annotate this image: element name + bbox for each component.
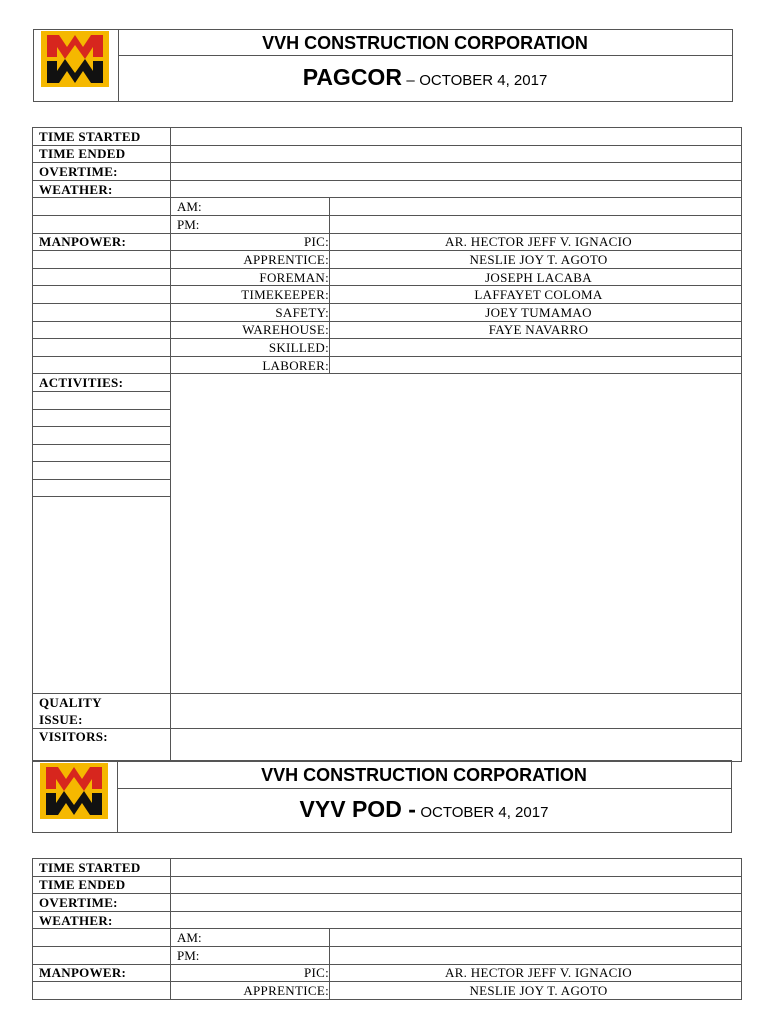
table-row [33, 982, 742, 1000]
logo-cell [33, 761, 118, 832]
activity-line[interactable] [33, 444, 171, 462]
activity-line[interactable] [33, 409, 171, 427]
safety-label: SAFETY: [171, 303, 330, 321]
time-ended-field[interactable] [171, 876, 742, 894]
table-row [33, 128, 742, 146]
project-title [117, 787, 731, 832]
table-row [33, 268, 742, 286]
table-row [33, 145, 742, 163]
visitors-field[interactable] [171, 729, 742, 762]
safety-value: JOEY TUMAMAO [330, 303, 742, 321]
project-name: VYV POD - [299, 796, 416, 822]
timekeeper-label: TIMEKEEPER: [171, 286, 330, 304]
table-row [33, 729, 742, 762]
am-field[interactable] [330, 929, 742, 947]
time-started-label: TIME STARTED [33, 859, 171, 877]
table-row [33, 894, 742, 912]
empty-cell [33, 303, 171, 321]
overtime-label: OVERTIME: [33, 163, 171, 181]
table-row [33, 964, 742, 982]
header-section-2 [32, 760, 732, 833]
table-row [33, 303, 742, 321]
pm-label: PM: [171, 946, 330, 964]
empty-cell [33, 356, 171, 374]
apprentice-label: APPRENTICE: [171, 982, 330, 1000]
table-row [33, 233, 742, 251]
weather-label: WEATHER: [33, 911, 171, 929]
table-row [33, 321, 742, 339]
apprentice-value: NESLIE JOY T. AGOTO [330, 982, 742, 1000]
pm-label: PM: [171, 215, 330, 233]
table-row [33, 859, 742, 877]
overtime-label: OVERTIME: [33, 894, 171, 912]
time-started-label: TIME STARTED [33, 128, 171, 146]
company-name: VVH CONSTRUCTION CORPORATION [117, 761, 731, 789]
am-field[interactable] [330, 198, 742, 216]
empty-cell [33, 286, 171, 304]
activity-line[interactable] [33, 391, 171, 409]
pic-label: PIC: [171, 233, 330, 251]
pm-field[interactable] [330, 946, 742, 964]
project-title [118, 54, 732, 101]
table-row [33, 911, 742, 929]
table-row [33, 215, 742, 233]
manpower-label: MANPOWER: [33, 233, 171, 251]
time-ended-label: TIME ENDED [33, 145, 171, 163]
quality-label-line2: ISSUE: [39, 712, 83, 728]
time-ended-label: TIME ENDED [33, 876, 171, 894]
empty-cell [33, 215, 171, 233]
activities-field[interactable] [171, 374, 742, 694]
empty-cell [33, 321, 171, 339]
manpower-label: MANPOWER: [33, 964, 171, 982]
project-name: PAGCOR [302, 64, 402, 90]
skilled-label: SKILLED: [171, 339, 330, 357]
pic-value: AR. HECTOR JEFF V. IGNACIO [330, 964, 742, 982]
activities-label: ACTIVITIES: [33, 374, 171, 392]
foreman-value: JOSEPH LACABA [330, 268, 742, 286]
empty-cell [33, 268, 171, 286]
weather-field[interactable] [171, 180, 742, 198]
am-label: AM: [171, 198, 330, 216]
company-logo-icon [41, 31, 109, 87]
quality-issue-field[interactable] [171, 694, 742, 729]
title-dash: – [406, 72, 415, 89]
empty-cell [33, 929, 171, 947]
quality-label-line1: QUALITY [39, 695, 102, 711]
time-started-field[interactable] [171, 128, 742, 146]
timekeeper-value: LAFFAYET COLOMA [330, 286, 742, 304]
header-section-1 [33, 29, 733, 102]
apprentice-value: NESLIE JOY T. AGOTO [330, 251, 742, 269]
overtime-field[interactable] [171, 894, 742, 912]
project-date: OCTOBER 4, 2017 [420, 804, 549, 821]
activity-line[interactable] [33, 479, 171, 497]
empty-cell [33, 946, 171, 964]
table-row [33, 694, 742, 729]
empty-cell [33, 198, 171, 216]
table-row [33, 946, 742, 964]
table-row [33, 198, 742, 216]
foreman-label: FOREMAN: [171, 268, 330, 286]
laborer-field[interactable] [330, 356, 742, 374]
weather-field[interactable] [171, 911, 742, 929]
pic-value: AR. HECTOR JEFF V. IGNACIO [330, 233, 742, 251]
skilled-field[interactable] [330, 339, 742, 357]
table-row [33, 163, 742, 181]
empty-cell [33, 982, 171, 1000]
table-row [33, 929, 742, 947]
time-started-field[interactable] [171, 859, 742, 877]
empty-cell [33, 251, 171, 269]
quality-issue-label [33, 694, 171, 729]
table-row [33, 374, 742, 392]
pic-label: PIC: [171, 964, 330, 982]
visitors-label: VISITORS: [33, 729, 171, 762]
time-ended-field[interactable] [171, 145, 742, 163]
table-row [33, 339, 742, 357]
logo-cell [34, 30, 119, 101]
table-row [33, 356, 742, 374]
apprentice-label: APPRENTICE: [171, 251, 330, 269]
daily-report-table-1 [32, 127, 742, 762]
company-logo-icon [40, 763, 108, 819]
activities-blank [33, 497, 171, 694]
table-row [33, 251, 742, 269]
project-date: OCTOBER 4, 2017 [419, 72, 548, 89]
laborer-label: LABORER: [171, 356, 330, 374]
weather-label: WEATHER: [33, 180, 171, 198]
overtime-field[interactable] [171, 163, 742, 181]
table-row [33, 180, 742, 198]
activity-line[interactable] [33, 462, 171, 480]
pm-field[interactable] [330, 215, 742, 233]
table-row [33, 286, 742, 304]
warehouse-value: FAYE NAVARRO [330, 321, 742, 339]
empty-cell [33, 339, 171, 357]
table-row [33, 876, 742, 894]
warehouse-label: WAREHOUSE: [171, 321, 330, 339]
activity-line[interactable] [33, 427, 171, 445]
am-label: AM: [171, 929, 330, 947]
company-name: VVH CONSTRUCTION CORPORATION [118, 30, 732, 56]
daily-report-table-2 [32, 858, 742, 1000]
